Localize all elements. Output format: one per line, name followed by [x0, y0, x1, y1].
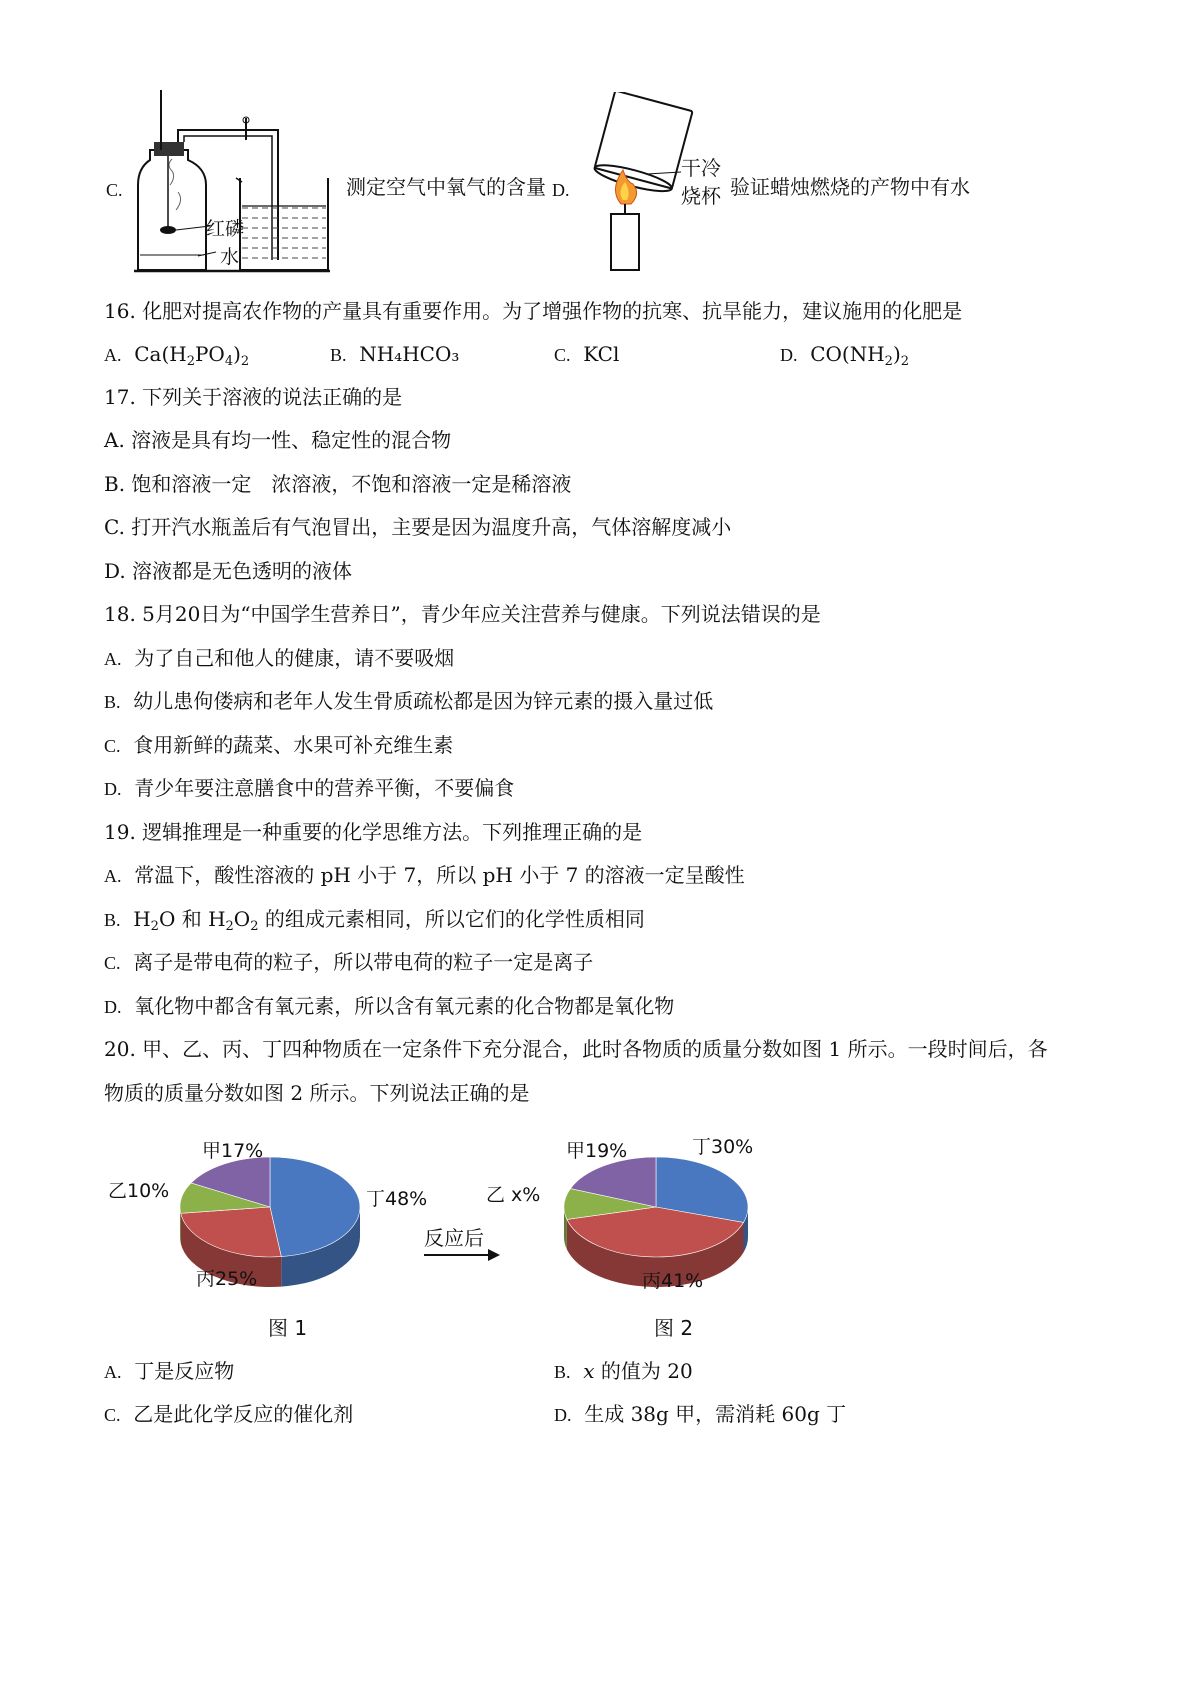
q20-option-b: B. x 的值为 20 [554, 1359, 693, 1383]
pie2-label-ding: 丁30% [692, 1136, 754, 1158]
dry-cold-label-line1: 干冷 [681, 156, 721, 180]
q19-option-b: B. $H_2O$ 和 $H_2O_2$ 的组成元素相同，所以它们的化学性质相同 [104, 907, 645, 934]
q20-option-d: D. 生成 38g 甲，需消耗 60g 丁 [554, 1402, 847, 1426]
reaction-arrow-label: 反应后 [424, 1226, 484, 1250]
q17-option-a: A. 溶液是具有均一性、稳定性的混合物 [104, 428, 452, 452]
q15-d-letter: D. [552, 180, 570, 200]
q17-option-b: B. 饱和溶液一定 浓溶液，不饱和溶液一定是稀溶液 [104, 472, 572, 496]
pie2-label-yi: 乙 x% [486, 1184, 541, 1206]
pie2-label-jia: 甲19% [566, 1140, 628, 1162]
pie1-label-bing: 丙25% [196, 1268, 258, 1290]
q18-option-b: B. 幼儿患佝偻病和老年人发生骨质疏松都是因为锌元素的摄入量过低 [104, 689, 714, 713]
dry-cold-label-line2: 烧杯 [681, 184, 721, 208]
q18-option-d: D. 青少年要注意膳食中的营养平衡，不要偏食 [104, 776, 515, 800]
pie1-label-jia: 甲17% [202, 1140, 264, 1162]
figure2-caption: 图 2 [654, 1316, 694, 1340]
q20-stem-line1: 20. 甲、乙、丙、丁四种物质在一定条件下充分混合，此时各物质的质量分数如图 1 所示。一段时间后，各 [104, 1037, 1048, 1061]
pie-chart-figure-2 [480, 1125, 780, 1305]
red-phosphorus-label: 红磷 [206, 218, 245, 240]
q20-stem-line2: 物质的质量分数如图 2 所示。下列说法正确的是 [104, 1081, 530, 1105]
pie2-label-bing: 丙41% [642, 1270, 704, 1292]
q15-c-letter: C. [106, 180, 123, 200]
q16-option-c: C. KCl [554, 342, 620, 366]
pie1-label-yi: 乙10% [108, 1180, 170, 1202]
q17-stem: 17. 下列关于溶液的说法正确的是 [104, 385, 403, 409]
q19-option-a: A. 常温下，酸性溶液的 pH 小于 7，所以 pH 小于 7 的溶液一定呈酸性 [104, 863, 745, 887]
q20-option-c: C. 乙是此化学反应的催化剂 [104, 1402, 354, 1426]
pie-chart-figure-1 [90, 1125, 450, 1305]
q15-d-description: 验证蜡烛燃烧的产物中有水 [730, 175, 970, 199]
q16-stem: 16. 化肥对提高农作物的产量具有重要作用。为了增强作物的抗寒、抗旱能力，建议施用的化肥是 [104, 299, 963, 323]
figure1-caption: 图 1 [268, 1316, 308, 1340]
q19-stem: 19. 逻辑推理是一种重要的化学思维方法。下列推理正确的是 [104, 820, 643, 844]
q18-option-a: A. 为了自己和他人的健康，请不要吸烟 [104, 646, 455, 670]
q17-option-c: C. 打开汽水瓶盖后有气泡冒出，主要是因为温度升高，气体溶解度减小 [104, 515, 732, 539]
q19-option-d: D. 氧化物中都含有氧元素，所以含有氧元素的化合物都是氧化物 [104, 994, 675, 1018]
q16-option-a: A. $Ca(H_2PO_4)_2$ [104, 342, 250, 369]
pie1-label-ding: 丁48% [366, 1188, 428, 1210]
q15-c-description: 测定空气中氧气的含量 [346, 175, 546, 199]
q18-stem: 18. 5月20日为“中国学生营养日”，青少年应关注营养与健康。下列说法错误的是 [104, 602, 821, 626]
q17-option-d: D. 溶液都是无色透明的液体 [104, 559, 353, 583]
q19-option-c: C. 离子是带电荷的粒子，所以带电荷的粒子一定是离子 [104, 950, 594, 974]
q16-option-b: B. NH₄HCO₃ [330, 342, 460, 366]
water-label: 水 [220, 246, 240, 268]
q18-option-c: C. 食用新鲜的蔬菜、水果可补充维生素 [104, 733, 454, 757]
q16-option-d: D. $CO(NH_2)_2$ [780, 342, 910, 369]
q20-option-a: A. 丁是反应物 [104, 1359, 235, 1383]
